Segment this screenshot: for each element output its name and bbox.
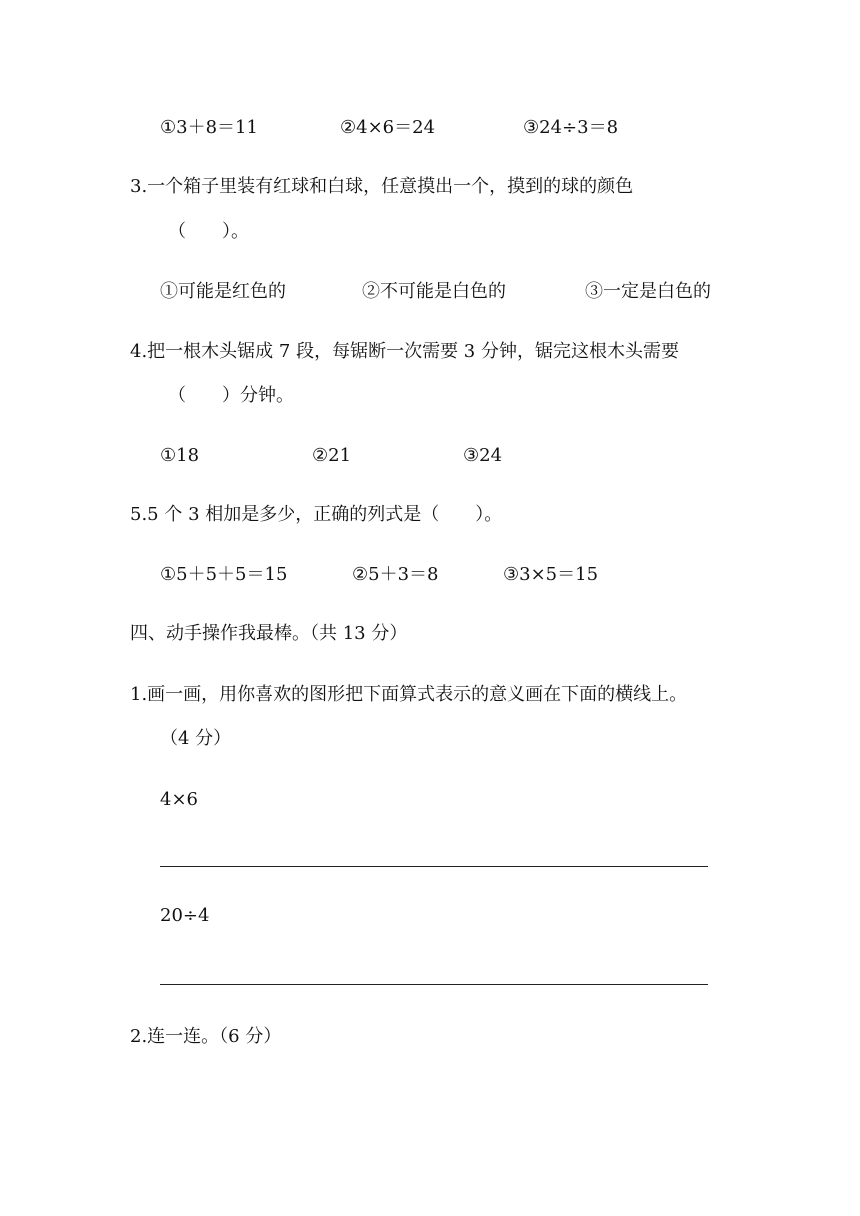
s4-q1-stem: 1.画一画，用你喜欢的图形把下面算式表示的意义画在下面的横线上。	[130, 684, 688, 705]
q5-option-2: ②5＋3＝8	[352, 564, 439, 585]
s4-q1-expression-2: 20÷4	[160, 905, 210, 926]
q4-option-2: ②21	[312, 445, 352, 466]
q4-answer-blank: （ ）分钟。	[168, 385, 294, 406]
q5-stem: 5.5 个 3 相加是多少，正确的列式是（ ）。	[130, 504, 503, 525]
q3-option-1: ①可能是红色的	[160, 281, 286, 302]
q2-option-1: ①3＋8＝11	[160, 117, 258, 138]
s4-q2-stem: 2.连一连。（6 分）	[130, 1026, 282, 1047]
drawing-answer-line-2[interactable]	[160, 984, 708, 985]
q4-stem: 4.把一根木头锯成 7 段，每锯断一次需要 3 分钟，锯完这根木头需要	[130, 341, 679, 362]
q3-stem: 3.一个箱子里装有红球和白球，任意摸出一个，摸到的球的颜色	[130, 176, 634, 197]
q2-option-3: ③24÷3＝8	[523, 117, 619, 138]
s4-q1-points: （4 分）	[160, 728, 232, 749]
drawing-answer-line-1[interactable]	[160, 866, 708, 867]
s4-q1-expression-1: 4×6	[160, 789, 198, 810]
q4-option-3: ③24	[463, 445, 503, 466]
q3-answer-blank: （ ）。	[168, 221, 249, 242]
q5-option-1: ①5＋5＋5＝15	[160, 564, 288, 585]
q4-option-1: ①18	[160, 445, 200, 466]
q3-option-3: ③一定是白色的	[585, 281, 711, 302]
q5-option-3: ③3×5＝15	[503, 564, 599, 585]
q2-option-2: ②4×6＝24	[340, 117, 436, 138]
section4-heading: 四、动手操作我最棒。（共 13 分）	[130, 623, 408, 644]
q3-option-2: ②不可能是白色的	[362, 281, 506, 302]
